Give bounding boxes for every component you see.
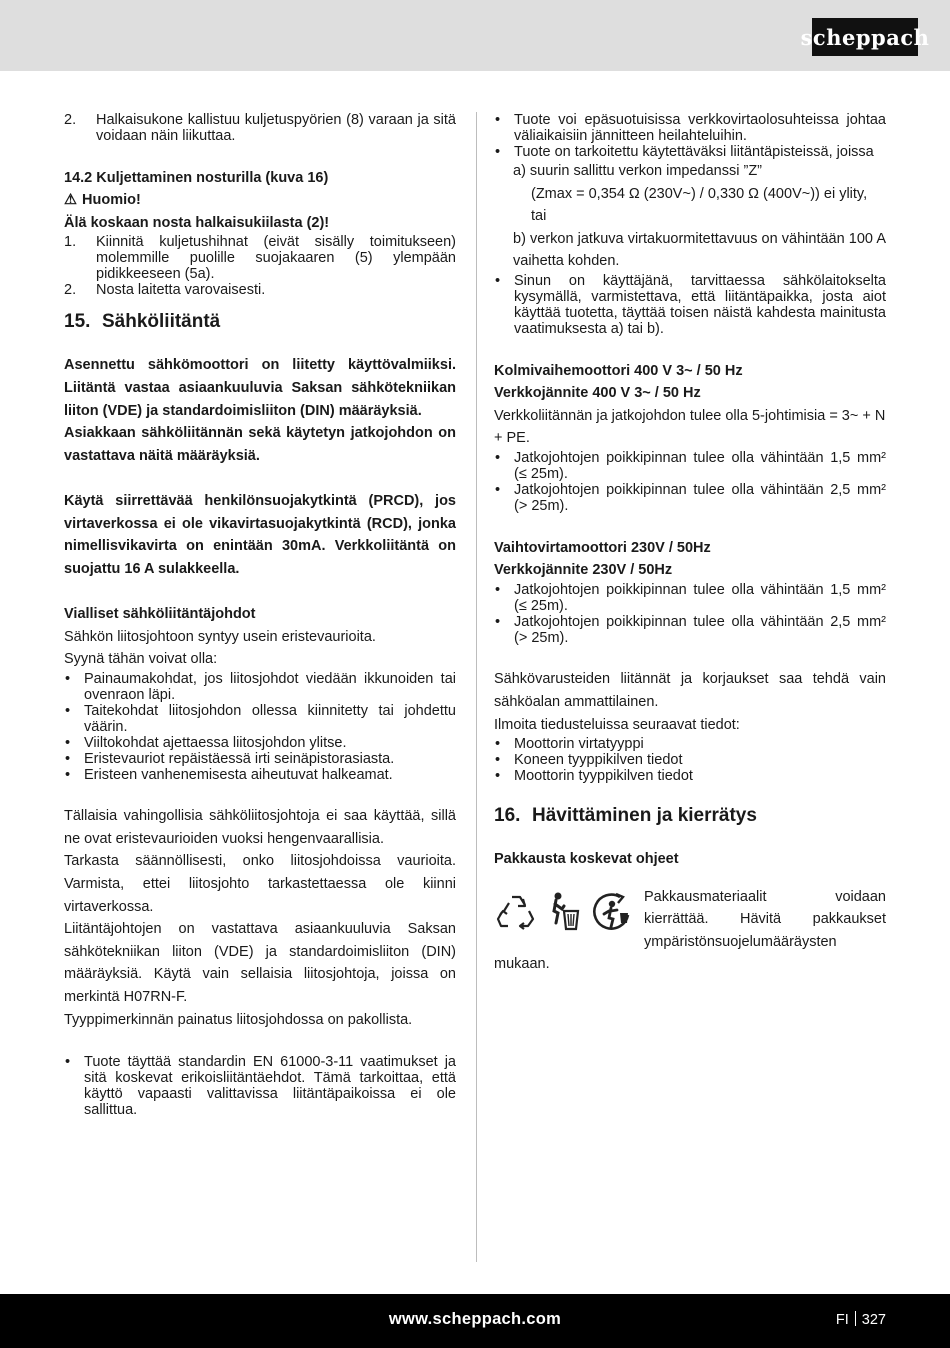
list-item: • Sinun on käyttäjänä, tarvittaessa sähkölaitokselta kysymällä, varmistettava, että liitäntäpaikka, josta aiot käyttää tuotetta, täyttää toisen näistä kahdesta mainitusta vaatimuksesta a) tai b). (495, 272, 886, 337)
paragraph: Tarkasta säännöllisesti, onko liitosjohdoissa vaurioita. Varmista, ettei liitosjohto tarkastettaessa ole kiinni virtaverkossa. (64, 853, 456, 915)
paragraph: Sähkövarusteiden liitännät ja korjaukset saa tehdä vain sähköalan ammattilainen. (494, 671, 886, 710)
sub-item: (Zmax = 0,354 Ω (230V~) / 0,330 Ω (400V~)) ei ylity, tai (531, 185, 868, 225)
list-item: • Viiltokohdat ajettaessa liitosjohdon ylitse. (65, 734, 347, 751)
list-item: • Moottorin tyyppikilven tiedot (495, 768, 693, 785)
subsection-title: Pakkausta koskevat ohjeet (494, 851, 679, 868)
left-column (64, 112, 456, 1118)
right-column (494, 112, 886, 976)
separator (855, 1311, 856, 1326)
header-bar (0, 0, 950, 71)
list-item: • Tuote voi epäsuotuisissa verkkovirtaolosuhteissa johtaa väliaikaisiin jännitteen heilahteluihin. (495, 112, 886, 144)
bold-paragraph: Käytä siirrettävää henkilönsuojakytkintä (PRCD), jos virtaverkossa ei ole vikavirtasuojakytkintä (RCD), jonka nimellisvikavirta on enintään 30mA. Verkkoliitäntä on suojattu 16 A sulakkeella. (64, 492, 456, 577)
list-item: • Tuote täyttää standardin EN 61000-3-11 vaatimukset ja sitä koskevat erikoisliitäntäehdot. Tämä tarkoittaa, että käyttö vapaasti valittavissa liitäntäpaikoissa ei ole sallittua. (65, 1053, 456, 1118)
section-15-title: 15. Sähköliitäntä (64, 311, 221, 333)
paragraph: Ilmoita tiedusteluissa seuraavat tiedot: (494, 716, 740, 733)
paragraph: Sähkön liitosjohtoon syntyy usein eristevaurioita. (64, 628, 376, 645)
footer-bar (0, 1294, 950, 1348)
litter-bin-icon (542, 889, 586, 933)
list-item: • Jatkojohtojen poikkipinnan tulee olla vähintään 2,5 mm² (> 25m). (495, 613, 886, 646)
bold-paragraph: Asennettu sähkömoottori on liitetty käyttövalmiiksi. Liitäntä vastaa asiaankuuluvia Saksan sähkötekniikan liiton (VDE) ja standardoimisliiton (DIN) määräyksiä. (64, 357, 456, 419)
recycle-icon (494, 889, 538, 933)
paragraph: Tyyppimerkinnän painatus liitosjohdossa on pakollista. (64, 1011, 413, 1028)
paragraph: Verkkoliitännän ja jatkojohdon tulee olla 5-johtimisia = 3~ + N + PE. (494, 407, 886, 447)
sub-item: a) suurin sallittu verkon impedanssi ”Z” (513, 163, 763, 179)
list-item: • Jatkojohtojen poikkipinnan tulee olla vähintään 1,5 mm² (≤ 25m). (495, 449, 886, 482)
list-item: • Moottorin virtatyyppi (495, 736, 644, 753)
subsection-title: Kolmivaihemoottori 400 V 3~ / 50 Hz (494, 362, 743, 379)
list-item: • Koneen tyyppikilven tiedot (495, 752, 683, 769)
subsection-title: Vaihtovirtamoottori 230V / 50Hz (494, 539, 711, 556)
paragraph: Syynä tähän voivat olla: (64, 651, 218, 668)
subsection-title: Verkkojännite 400 V 3~ / 50 Hz (494, 385, 701, 402)
list-item: • Tuote on tarkoitettu käytettäväksi liitäntäpisteissä, joissa (495, 144, 874, 160)
numbered-item: 1. Kiinnitä kuljetushihnat (eivät sisälly toimitukseen) molemmille puolille suojakaaren (5) ylempään pidikkeeseen (5a). (64, 234, 456, 283)
numbered-item: 2. Nosta laitetta varovaisesti. (64, 282, 266, 299)
warning-heading: ⚠ Huomio! (64, 189, 456, 212)
section-14-2-title: 14.2 Kuljettaminen nosturilla (kuva 16) (64, 169, 329, 186)
subsection-title: Vialliset sähköliitäntäjohdot (64, 605, 256, 622)
packaging-text: Pakkausmateriaalit voidaan kierrättää. Hävitä pakkaukset ympäristönsuojelumääräysten mukaan. (494, 888, 886, 973)
list-item: • Jatkojohtojen poikkipinnan tulee olla vähintään 1,5 mm² (≤ 25m). (495, 581, 886, 614)
numbered-item: 2. Halkaisukone kallistuu kuljetuspyörien (8) varaan ja sitä voidaan näin liikuttaa. (64, 112, 456, 144)
brand-logo: scheppach (812, 18, 918, 56)
column-divider (476, 112, 477, 1262)
recycling-icons (494, 889, 634, 933)
list-item: • Jatkojohtojen poikkipinnan tulee olla vähintään 2,5 mm² (> 25m). (495, 481, 886, 514)
list-item: • Taitekohdat liitosjohdon ollessa kiinnitetty tai johdettu väärin. (65, 702, 456, 735)
section-16-title: 16. Hävittäminen ja kierrätys (494, 805, 757, 827)
bold-paragraph: Asiakkaan sähköliitännän sekä käytetyn jatkojohdon on vastattava näitä määräyksiä. (64, 425, 456, 464)
website-link[interactable]: www.scheppach.com (388, 1310, 562, 1328)
list-item: • Painaumakohdat, jos liitosjohdot viedään ikkunoiden tai ovenraon läpi. (65, 670, 456, 703)
sub-item: b) verkon jatkuva virtakuormitettavuus on vähintään 100 A vaihetta kohden. (513, 230, 886, 270)
list-item: • Eristeen vanhenemisesta aiheutuvat halkeamat. (65, 766, 393, 783)
paragraph: Liitäntäjohtojen on vastattava asiaankuuluvia Saksan sähkötekniikan liiton (VDE) ja standardoimisliiton (DIN) määräyksiä. Käytä vain sellaisia liitosjohtoja, joissa on merkintä H07RN-F. (64, 921, 456, 1006)
warning-triangle-icon: ⚠ (64, 192, 77, 209)
warning-text: Älä koskaan nosta halkaisukiilasta (2)! (64, 214, 330, 231)
page-number: FI 327 (835, 1312, 886, 1328)
list-item: • Eristevauriot repäistäessä irti seinäpistorasiasta. (65, 750, 395, 767)
subsection-title: Verkkojännite 230V / 50Hz (494, 562, 673, 579)
paragraph: Tällaisia vahingollisia sähköliitosjohtoja ei saa käyttää, sillä ne ovat eristevaurioiden vuoksi hengenvaarallisia. (64, 808, 456, 847)
recycling-person-icon (590, 889, 634, 933)
